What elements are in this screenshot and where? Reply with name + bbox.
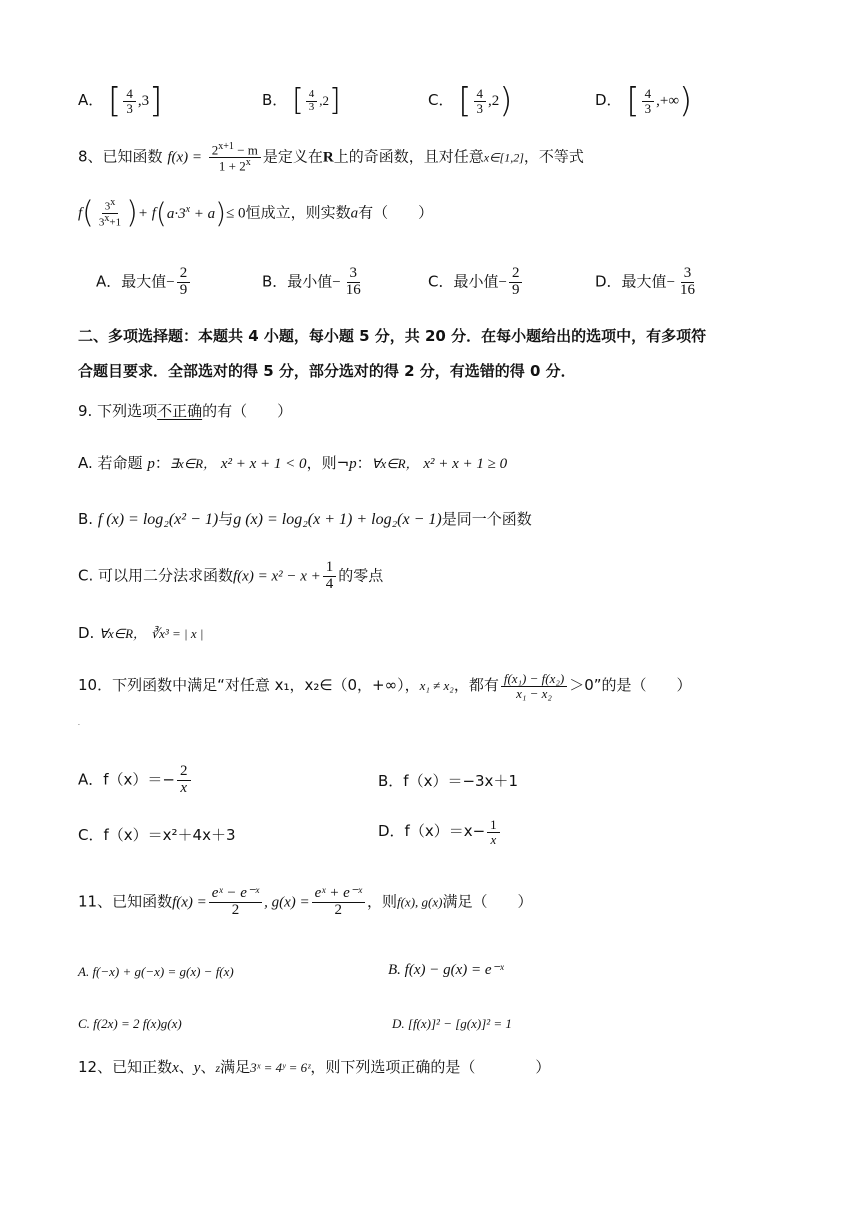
- q10-mark: ·: [78, 722, 80, 729]
- q10-option-c: C．f（x）＝x²＋4x＋3: [78, 826, 236, 844]
- q11-option-c: C. f(2x) = 2 f(x)g(x): [78, 1016, 182, 1031]
- q8-option-c: C．最小值− $\frac{2}{9}$: [428, 266, 524, 299]
- q10-stem: 10．下列函数中满足“对任意 x₁，x₂∈（0，+∞），x₁ ≠ x₂，都有 $\frac{\text{f(x₁) − f(x₂)}}{\text{x₁ − x₂}}$ ＞0”的是（ ）: [78, 671, 692, 701]
- q7-option-c: C． [ $\frac{4}{3}$ ,2): [428, 81, 513, 121]
- q8-option-d: D．最大值− $\frac{3}{16}$: [595, 265, 696, 298]
- q11-option-b: B. f(x) − g(x) = e⁻ˣ: [388, 962, 504, 978]
- q10-option-d: D．f（x）＝x− $\frac{1}{x}$: [378, 818, 502, 846]
- q8-option-a: A．最大值− $\frac{2}{9}$: [96, 266, 192, 299]
- q9-option-b: B. f (x) = log₂(x² − 1)与g (x) = log₂(x + 1) + log₂(x − 1)是同一个函数: [78, 510, 532, 528]
- q8-inequality: f( $\frac{3^x}{3^x+1}$ )+ $f(a\cdot 3^x + a)\le 0$恒成立，则实数a有（ ）: [78, 195, 434, 231]
- q7-option-b: B． [ $\frac{4}{3}$ ,2]: [262, 83, 341, 118]
- q11-option-a: A. f(−x) + g(−x) = g(x) − f(x): [78, 964, 234, 979]
- q9-option-a: A. 若命题 p：∃x∈R， x² + x + 1 < 0，则¬p：∀x∈R， x² + x + 1 ≥ 0: [78, 454, 508, 472]
- q10-option-a: A．f（x）＝− $\frac{2}{x}$: [78, 764, 193, 797]
- q11-stem: 11、已知函数f(x) = $\frac{\text{eˣ − e⁻ˣ}}{2}$ , g(x) = $\frac{\text{eˣ + e⁻ˣ}}{2}$ ，则f(x), g(x)满足（ ）: [78, 885, 533, 918]
- q8-stem: 8、已知函数 f(x) = $\frac{2^{x+1} - m}{1 + 2^x}$ 是定义在R上的奇函数，且对任意x∈[1,2]，不等式: [78, 141, 584, 174]
- section2-line2: 合题目要求．全部选对的得 5 分，部分选对的得 2 分，有选错的得 0 分．: [78, 362, 576, 380]
- q9-stem: 9. 下列选项不正确的有（ ）: [78, 402, 293, 420]
- q7-option-a: A． [ $\frac{4}{3}$ ,3]: [78, 81, 163, 121]
- q10-option-b: B．f（x）＝−3x＋1: [378, 772, 518, 790]
- q12-stem: 12、已知正数x、y、z满足3ˣ = 4ʸ = 6ᶻ，则下列选项正确的是（ ）: [78, 1058, 551, 1076]
- q9-option-c: C. 可以用二分法求函数f(x) = x² − x + $\frac{1}{4}$ 的零点: [78, 559, 384, 592]
- q11-option-d: D. [f(x)]² − [g(x)]² = 1: [392, 1016, 512, 1031]
- section2-line1: 二、多项选择题：本题共 4 小题，每小题 5 分，共 20 分．在每小题给出的选项中，有多项符: [78, 327, 707, 345]
- q7-option-d: D． [ $\frac{4}{3}$ ,+∞): [595, 81, 693, 121]
- q8-option-b: B．最小值− $\frac{3}{16}$: [262, 265, 361, 298]
- q9-option-d: D. ∀x∈R， ∛x³ = | x |: [78, 624, 204, 642]
